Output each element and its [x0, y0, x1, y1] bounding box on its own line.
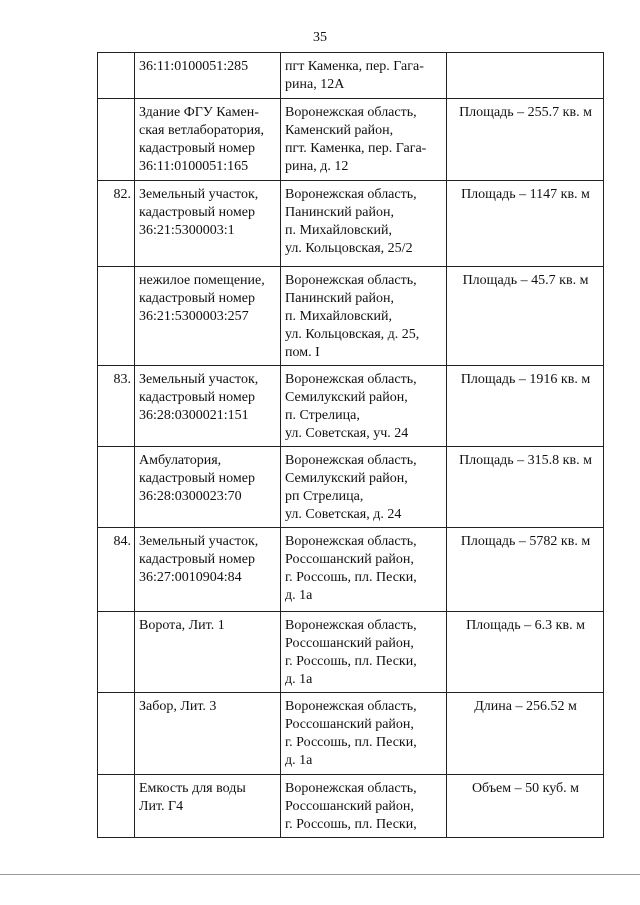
object-name: 36:11:0100051:285 — [135, 53, 281, 99]
object-name: Земельный участок, кадастровый номер 36:27:0010904:84 — [135, 528, 281, 612]
table-row — [98, 267, 604, 366]
object-characteristic: Объем – 50 куб. м — [447, 775, 604, 838]
row-number: 83. — [98, 366, 135, 447]
page-bottom-rule — [0, 874, 640, 875]
property-table — [97, 52, 604, 838]
table-row — [98, 447, 604, 528]
object-address: Воронежская область, Панинский район, п. Михайловский, ул. Кольцовская, 25/2 — [281, 181, 447, 267]
object-name: Забор, Лит. 3 — [135, 693, 281, 775]
table-row — [98, 99, 604, 181]
object-name: Земельный участок, кадастровый номер 36:28:0300021:151 — [135, 366, 281, 447]
table-row — [98, 53, 604, 99]
object-characteristic: Площадь – 1147 кв. м — [447, 181, 604, 267]
object-characteristic: Площадь – 6.3 кв. м — [447, 612, 604, 693]
object-characteristic: Площадь – 255.7 кв. м — [447, 99, 604, 181]
row-number: 82. — [98, 181, 135, 267]
row-number — [98, 612, 135, 693]
object-name: Ворота, Лит. 1 — [135, 612, 281, 693]
row-number — [98, 447, 135, 528]
object-address: пгт Каменка, пер. Гага- рина, 12А — [281, 53, 447, 99]
table-row — [98, 693, 604, 775]
object-characteristic: Площадь – 315.8 кв. м — [447, 447, 604, 528]
object-address: Воронежская область, Каменский район, пгт. Каменка, пер. Гага- рина, д. 12 — [281, 99, 447, 181]
object-address: Воронежская область, Семилукский район, рп Стрелица, ул. Советская, д. 24 — [281, 447, 447, 528]
table-row — [98, 181, 604, 267]
row-number — [98, 53, 135, 99]
object-address: Воронежская область, Семилукский район, п. Стрелица, ул. Советская, уч. 24 — [281, 366, 447, 447]
object-characteristic: Длина – 256.52 м — [447, 693, 604, 775]
table-row — [98, 528, 604, 612]
object-address: Воронежская область, Россошанский район, г. Россошь, пл. Пески, — [281, 775, 447, 838]
object-characteristic: Площадь – 45.7 кв. м — [447, 267, 604, 366]
page-number: 35 — [313, 30, 327, 45]
row-number — [98, 775, 135, 838]
object-address: Воронежская область, Россошанский район, г. Россошь, пл. Пески, д. 1а — [281, 528, 447, 612]
object-name: Здание ФГУ Камен- ская ветлаборатория, кадастровый номер 36:11:0100051:165 — [135, 99, 281, 181]
row-number: 84. — [98, 528, 135, 612]
object-characteristic: Площадь – 1916 кв. м — [447, 366, 604, 447]
object-address: Воронежская область, Россошанский район, г. Россошь, пл. Пески, д. 1а — [281, 693, 447, 775]
object-name: Емкость для воды Лит. Г4 — [135, 775, 281, 838]
row-number — [98, 267, 135, 366]
object-characteristic — [447, 53, 604, 99]
table-row — [98, 612, 604, 693]
object-characteristic: Площадь – 5782 кв. м — [447, 528, 604, 612]
object-address: Воронежская область, Россошанский район, г. Россошь, пл. Пески, д. 1а — [281, 612, 447, 693]
table-row — [98, 366, 604, 447]
object-name: Земельный участок, кадастровый номер 36:21:5300003:1 — [135, 181, 281, 267]
table-row — [98, 775, 604, 838]
object-name: Амбулатория, кадастровый номер 36:28:0300023:70 — [135, 447, 281, 528]
object-address: Воронежская область, Панинский район, п. Михайловский, ул. Кольцовская, д. 25, пом. I — [281, 267, 447, 366]
row-number — [98, 99, 135, 181]
row-number — [98, 693, 135, 775]
object-name: нежилое помещение, кадастровый номер 36:21:5300003:257 — [135, 267, 281, 366]
